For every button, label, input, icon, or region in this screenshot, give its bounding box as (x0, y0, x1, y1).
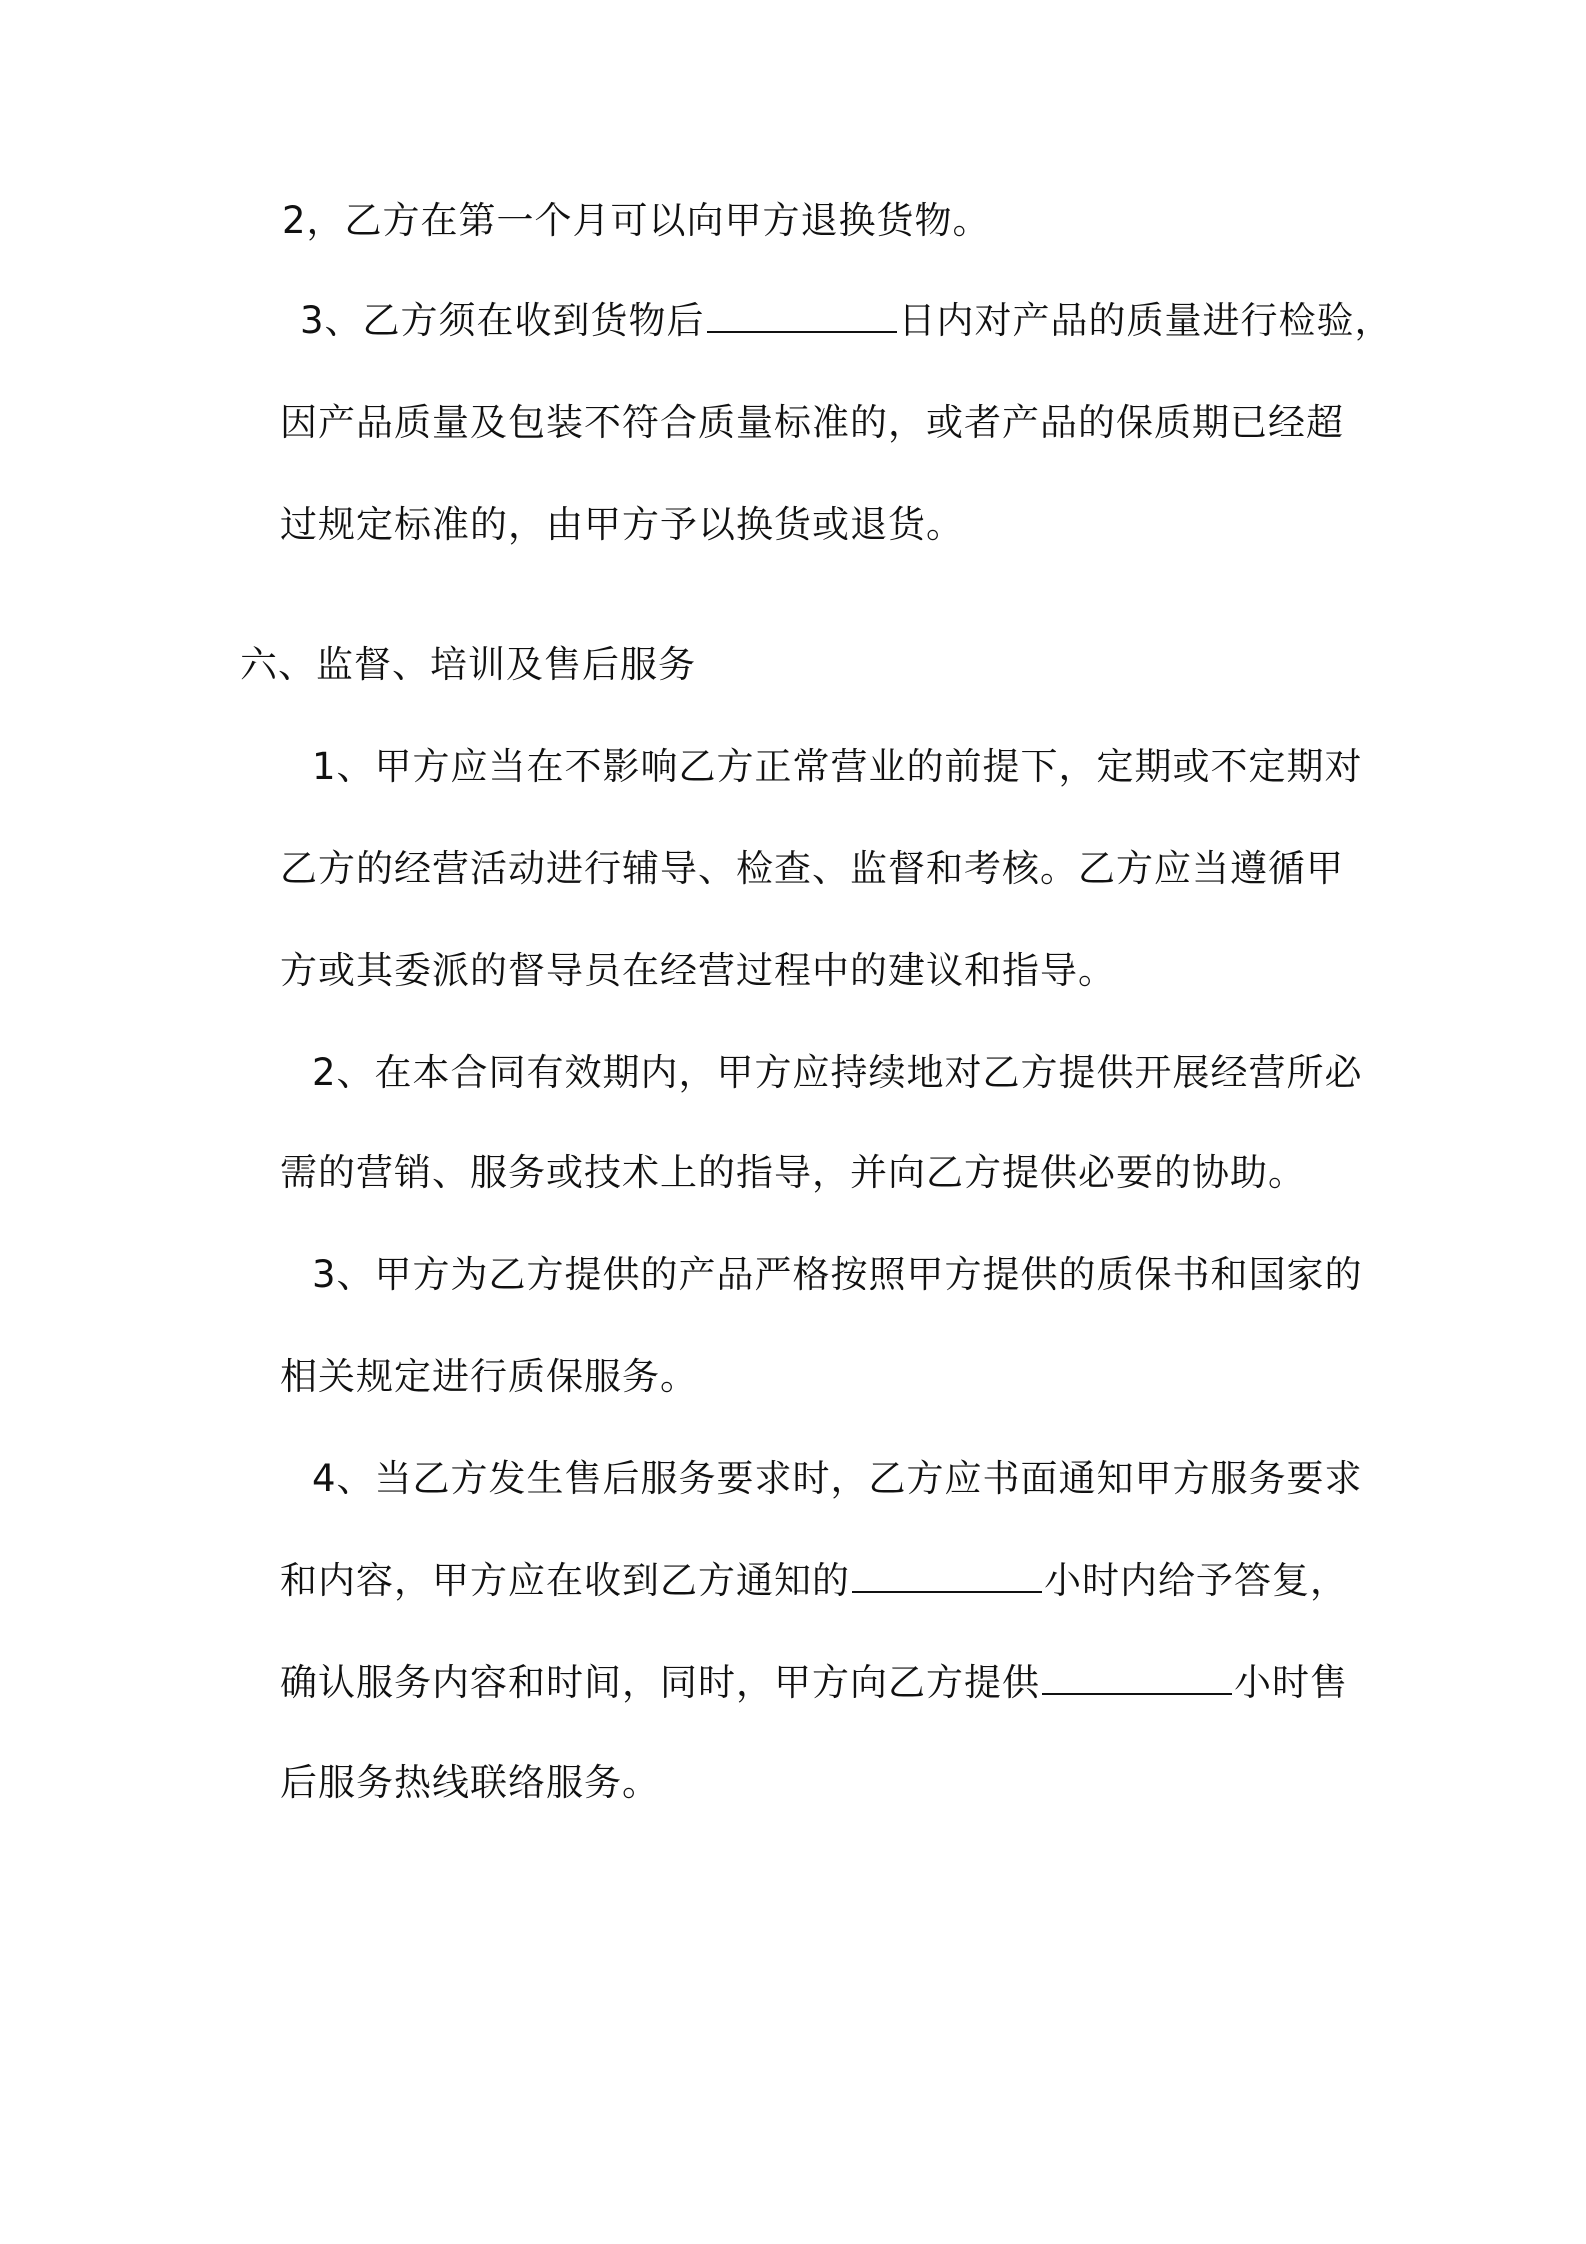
clause-6-item-3-line-2: 相关规定进行质保服务。 (280, 1355, 698, 1398)
clause-6-item-1-line-1: 1、甲方应当在不影响乙方正常营业的前提下，定期或不定期对 (312, 745, 1363, 788)
clause-6-item-4-line-2-before: 和内容，甲方应在收到乙方通知的 (280, 1559, 850, 1602)
clause-6-item-3-line-1: 3、甲方为乙方提供的产品严格按照甲方提供的质保书和国家的 (312, 1253, 1363, 1296)
clause-5-item-2: 2，乙方在第一个月可以向甲方退换货物。 (282, 199, 991, 242)
clause-5-item-3-line-1-before: 3、乙方须在收到货物后 (300, 299, 705, 342)
clause-6-item-4-line-1: 4、当乙方发生售后服务要求时，乙方应书面通知甲方服务要求 (312, 1457, 1363, 1500)
section-6-heading: 六、监督、培训及售后服务 (240, 643, 696, 686)
clause-6-item-4-line-2-after: 小时内给予答复， (1044, 1559, 1348, 1602)
clause-6-item-1-line-2: 乙方的经营活动进行辅导、检查、监督和考核。乙方应当遵循甲 (280, 847, 1344, 890)
clause-6-item-4-line-2 (280, 1556, 1348, 1606)
clause-6-item-4-line-3-after: 小时售 (1234, 1661, 1348, 1704)
clause-5-item-3-line-1 (300, 296, 1393, 346)
clause-5-item-3-line-3: 过规定标准的，由甲方予以换货或退货。 (280, 503, 964, 546)
clause-5-item-3-line-2: 因产品质量及包装不符合质量标准的，或者产品的保质期已经超 (280, 401, 1344, 444)
fill-in-blank-hotline-hours[interactable] (1042, 1659, 1232, 1695)
clause-5-item-3-line-1-after: 日内对产品的质量进行检验， (898, 299, 1393, 342)
clause-6-item-4-line-4: 后服务热线联络服务。 (280, 1761, 660, 1804)
fill-in-blank-days[interactable] (707, 297, 897, 333)
clause-6-item-4-line-3 (280, 1658, 1348, 1708)
fill-in-blank-reply-hours[interactable] (852, 1557, 1042, 1593)
clause-6-item-4-line-3-before: 确认服务内容和时间，同时，甲方向乙方提供 (280, 1661, 1040, 1704)
clause-6-item-1-line-3: 方或其委派的督导员在经营过程中的建议和指导。 (280, 949, 1116, 992)
clause-6-item-2-line-1: 2、在本合同有效期内，甲方应持续地对乙方提供开展经营所必 (312, 1051, 1363, 1094)
clause-6-item-2-line-2: 需的营销、服务或技术上的指导，并向乙方提供必要的协助。 (280, 1151, 1306, 1194)
